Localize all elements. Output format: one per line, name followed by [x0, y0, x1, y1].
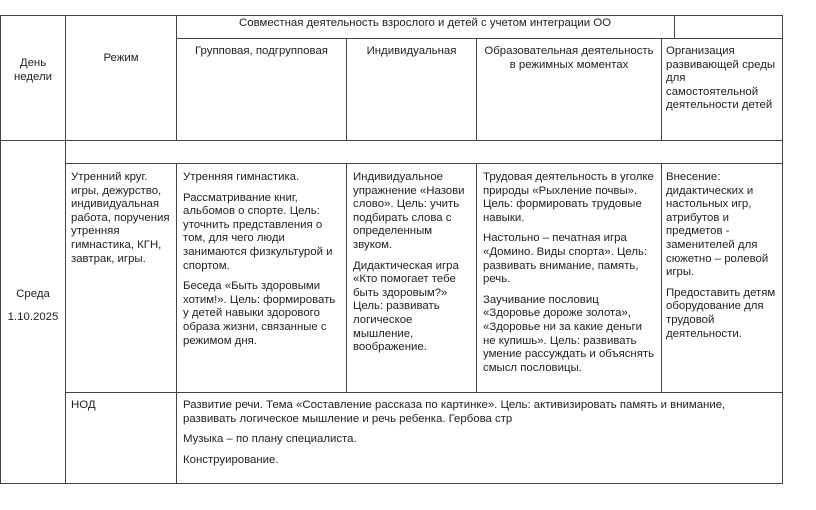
header-day-of-week-text: День недели [14, 57, 52, 83]
morning-group-item: Рассматривание книг, альбомов о спорте. Цель: уточнить представления о том, для чего люди занимаются физкультурой и спортом. [183, 191, 333, 272]
table-line-spacer-bottom [65, 163, 783, 164]
table-line-col4-body [476, 163, 477, 393]
nod-mode-cell [71, 399, 171, 413]
morning-educational-cell [483, 171, 657, 382]
nod-item: Развитие речи. Тема «Составление рассказа по картинке». Цель: активизировать память и внимание, развивать логическое мышление и речь ребенка. Гербова стр [183, 399, 726, 425]
table-line-col2-header [176, 15, 177, 141]
header-environment-text: Организация развивающей среды для самостоятельной деятельности детей [666, 45, 776, 112]
nod-content-cell [183, 399, 778, 474]
table-line-header-sub [176, 38, 783, 39]
header-joint-activity [180, 17, 670, 31]
table-line-col5-body [661, 163, 662, 393]
morning-individual-cell [353, 171, 473, 362]
morning-environment-item: Предоставить детям оборудование для трудовой деятельности. [666, 286, 776, 340]
day-date: 1.10.2025 [7, 310, 59, 323]
table-line-col2-body [176, 163, 177, 484]
morning-educational-item: Настольно – печатная игра «Домино. Виды спорта». Цель: развивать внимание, память, речь. [483, 232, 648, 286]
table-line-col5-top [674, 15, 675, 39]
header-group-text: Групповая, подгрупповая [195, 45, 328, 57]
table-line-header-bottom [0, 140, 783, 141]
nod-mode-text: НОД [71, 399, 96, 411]
table-line-col4-header [476, 38, 477, 141]
header-individual-text: Индивидуальная [366, 45, 457, 57]
header-day-of-week [6, 57, 60, 84]
header-educational-text: Образовательная деятельность в режимных моментах [484, 45, 654, 71]
table-line-col3-header [346, 38, 347, 141]
morning-individual-item: Дидактическая игра «Кто помогает тебе быть здоровым?» Цель: развивать логическое мышление, воображение. [353, 259, 459, 354]
table-border-bottom [0, 483, 783, 484]
header-individual [350, 45, 473, 59]
morning-environment-item: Внесение: дидактических и настольных игр, атрибутов и предметов - заменителей для сюжетно – ролевой игры. [666, 171, 769, 279]
header-group [180, 45, 343, 59]
table-border-top [176, 15, 783, 16]
morning-group-item: Беседа «Быть здоровыми хотим!». Цель: формировать у детей навыки здорового образа жизни, связанные с режимом дня. [183, 280, 336, 347]
day-name: Среда [16, 288, 50, 300]
header-joint-activity-text: Совместная деятельность взрослого и детей с учетом интеграции ОО [239, 17, 611, 29]
morning-mode-text: Утренний круг. игры, дежурство, индивидуальная работа, поручения утренняя гимнастика, КГН, завтрак, игры. [71, 171, 170, 265]
table-border-right [782, 15, 783, 484]
morning-individual-item: Индивидуальное упражнение «Назови слово». Цель: учить подбирать слова с определенным звуком. [353, 171, 465, 251]
nod-item: Музыка – по плану специалиста. [183, 433, 357, 446]
day-cell [4, 288, 62, 324]
morning-educational-item: Заучивание пословиц «Здоровье дороже золота», «Здоровье ни за какие деньги не купишь». Цель: развивать умение рассуждать и объяснять смысл пословицы. [483, 293, 655, 374]
morning-mode-cell [71, 171, 171, 266]
header-mode-text: Режим [103, 52, 139, 64]
table-line-col1 [65, 15, 66, 484]
table-line-col3-body [346, 163, 347, 393]
table-line-morning-bottom [65, 392, 783, 393]
table-border-left [0, 15, 1, 484]
morning-educational-item: Трудовая деятельность в уголке природы «Рыхление почвы». Цель: формировать трудовые навыки. [483, 171, 654, 224]
table-border-top-left [0, 15, 176, 16]
nod-item: Конструирование. [183, 453, 279, 466]
header-educational [484, 45, 654, 72]
table-line-col5-header [661, 38, 662, 141]
morning-group-item: Утренняя гимнастика. [183, 171, 300, 183]
header-environment [666, 45, 778, 113]
morning-environment-cell [666, 171, 778, 348]
morning-group-cell [183, 171, 343, 355]
header-mode [70, 52, 172, 66]
